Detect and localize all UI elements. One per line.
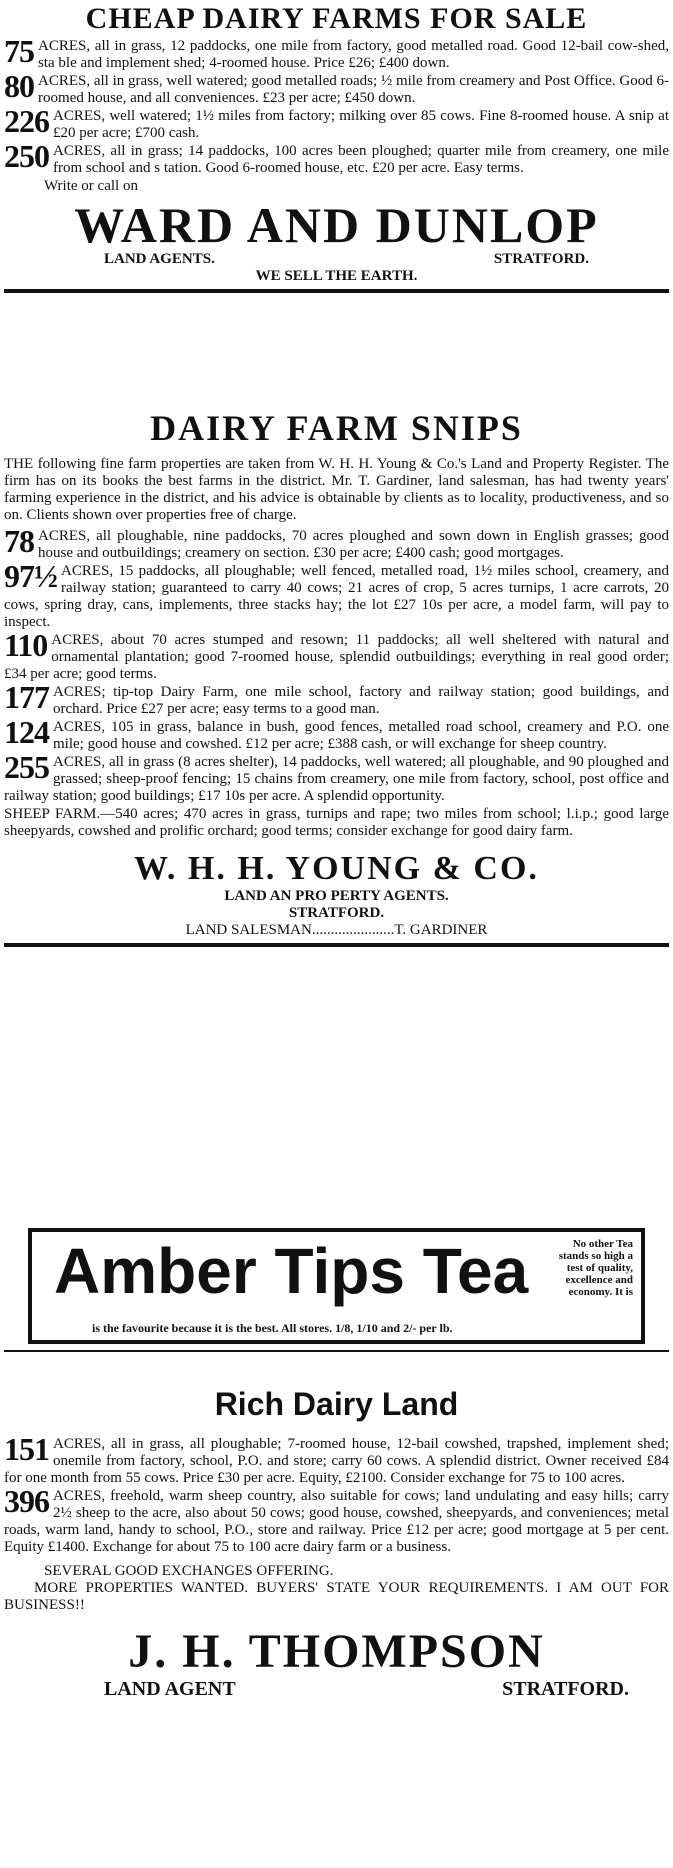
listing-item	[4, 103, 669, 142]
thompson-exchanges: SEVERAL GOOD EXCHANGES OFFERING.	[44, 1563, 334, 1579]
listing-acreage: 250	[4, 138, 49, 174]
thompson-agent-row	[4, 1678, 669, 1701]
listing-text: ACRES, all in grass; 14 paddocks, 100 acres been ploughed; quarter mile from creamery, one mile from school and s tation. Good 6-roomed house, etc. £20 per acre. Easy terms.	[53, 143, 669, 176]
listing-text: ACRES; tip-top Dairy Farm, one mile school, factory and railway station; good buildings, and orchard. Price £27 per acre; easy terms to a good man.	[53, 684, 669, 717]
young-ad	[4, 408, 669, 1220]
thompson-ad	[4, 1384, 669, 1868]
young-salesman: LAND SALESMAN......................T. GARDINER	[185, 922, 488, 938]
young-town: STRATFORD.	[288, 905, 385, 921]
listing-acreage: 226	[4, 103, 49, 139]
tea-side-text: No other Tea stands so high a test of quality, excellence and economy. It is	[558, 1238, 633, 1298]
listing-text: ACRES, all ploughable, nine paddocks, 70 acres ploughed and sown down in English grasses; good house and outbuildings; creamery on section. £30 per acre; £400 cash; good mortgages.	[38, 528, 669, 561]
listing-item	[4, 1483, 669, 1556]
ward-role: LAND AGENTS.	[104, 251, 215, 267]
listing-text: ACRES, freehold, warm sheep country, also suitable for cows; land undulating and easy hills; carry 2½ sheep to the acre, also about 50 cows; good house, cowshed, sheepyards, and conveniences; metal roads, warm land, handy to school, P.O., store and railway. Price £12 per acre; good mortgage at 5 per cent. Equity £1400. Exchange for about 75 to 100 acre dairy farm or a business.	[4, 1488, 669, 1555]
listing-acreage: 97½	[4, 558, 57, 594]
divider	[4, 1350, 669, 1352]
listing-item	[4, 749, 669, 805]
ward-write-line: Write or call on	[44, 178, 138, 194]
listing-acreage: 151	[4, 1431, 49, 1467]
listing-acreage: 177	[4, 679, 49, 715]
thompson-headline: Rich Dairy Land	[214, 1386, 459, 1422]
listing-acreage: 255	[4, 749, 49, 785]
young-intro: THE following fine farm properties are taken from W. H. H. Young & Co.'s Land and Property Register. The firm has on its books the best farms in the district. Mr. T. Gardiner, land salesman, has had twenty years' farming experience in the district, and his advice is obtainable by clients as to locality, productiveness, and so on. Clients shown over properties free of charge.	[4, 456, 669, 523]
listing-item	[4, 33, 669, 72]
young-role: LAND AN PRO PERTY AGENTS.	[224, 888, 449, 904]
tea-box	[28, 1228, 645, 1344]
ward-dunlop-ad	[4, 2, 669, 384]
listing-item	[4, 679, 669, 718]
listing-item	[4, 714, 669, 753]
thompson-firm-name: J. H. THOMPSON	[128, 1625, 545, 1678]
listing-text: ACRES, well watered; 1½ miles from factory; milking over 85 cows. Fine 8-roomed house. A snip at £20 per acre; £700 cash.	[53, 108, 669, 141]
listing-acreage: 75	[4, 33, 34, 69]
tea-ad	[4, 1228, 669, 1374]
listing-text: ACRES, all in grass, 12 paddocks, one mile from factory, good metalled road. Good 12-bail cow-shed, sta ble and implement shed; 4-roomed house. Price £26; £400 down.	[38, 38, 669, 71]
divider	[4, 289, 669, 293]
listing-acreage: 78	[4, 523, 34, 559]
listing-item	[4, 627, 669, 683]
thompson-town: STRATFORD.	[502, 1678, 629, 1700]
listing-acreage: 110	[4, 627, 48, 663]
listing-text: ACRES, all in grass, all ploughable; 7-roomed house, 12-bail cowshed, trapshed, implement shed; onemile from factory, school, P.O. and store; carry 60 cows. A splendid district. Owner received £84 for one month from 55 cows. Price £30 per acre. Equity, £2100. Consider exchange for 75 to 100 acres.	[4, 1436, 669, 1486]
young-sheep-farm: SHEEP FARM.—540 acres; 470 acres in grass, turnips and rape; two miles from school; l.i.p.; good large sheepyards, cowshed and prolific orchard; good terms; consider exchange for good dairy farm.	[4, 806, 669, 839]
listing-text: ACRES, 105 in grass, balance in bush, good fences, metalled road school, creamery and P.O. one mile; good house and cowshed. £12 per acre; £388 cash, or will exchange for sheep country.	[53, 719, 669, 752]
ward-town: STRATFORD.	[493, 251, 589, 267]
listing-acreage: 80	[4, 68, 34, 104]
thompson-role: LAND AGENT	[104, 1678, 236, 1700]
ward-firm-name: WARD AND DUNLOP	[74, 197, 599, 253]
thompson-lot-list	[4, 1431, 669, 1557]
listing-item	[4, 558, 669, 631]
young-firm-name: W. H. H. YOUNG & CO.	[134, 850, 539, 887]
ward-lot-list	[4, 33, 669, 178]
listing-item	[4, 138, 669, 177]
young-headline: DAIRY FARM SNIPS	[150, 408, 523, 448]
thompson-wanted: MORE PROPERTIES WANTED. BUYERS' STATE YOUR REQUIREMENTS. I AM OUT FOR BUSINESS!!	[4, 1580, 669, 1613]
listing-acreage: 396	[4, 1483, 49, 1519]
listing-item	[4, 68, 669, 107]
divider	[4, 943, 669, 947]
young-lot-list	[4, 523, 669, 806]
listing-item	[4, 1431, 669, 1487]
listing-text: ACRES, all in grass (8 acres shelter), 14 paddocks, well watered; all ploughable, and 90 ploughed and grassed; sheep-proof fencing; 15 chains from creamery, one mile from factory, school, post office and railway station; good buildings; £17 10s per acre. A splendid opportunity.	[4, 754, 669, 804]
ward-agent-row	[4, 251, 669, 268]
tea-foot-text: is the favourite because it is the best. All stores. 1/8, 1/10 and 2/- per lb.	[92, 1321, 453, 1335]
listing-text: ACRES, about 70 acres stumped and resown; 11 paddocks; all well sheltered with natural and ornamental plantation; good 7-roomed house, splendid outbuildings; everything in real good order; £34 per acre; good terms.	[4, 632, 669, 682]
ward-headline: CHEAP DAIRY FARMS FOR SALE	[85, 2, 588, 35]
listing-acreage: 124	[4, 714, 49, 750]
listing-item	[4, 523, 669, 562]
listing-text: ACRES, all in grass, well watered; good metalled roads; ½ mile from creamery and Post Office. Good 6-roomed house, and all conveniences. £23 per acre; £450 down.	[38, 73, 669, 106]
listing-text: ACRES, 15 paddocks, all ploughable; well fenced, metalled road, 1½ miles school, creamery, and railway station; guaranteed to carry 40 cows; 21 acres of crop, 5 acres turnips, 1 acre carrots, 20 cows, spring dray, cans, implements, three stacks hay; the lot £27 10s per acre, a model farm, will pay to inspect.	[4, 563, 669, 630]
tea-title: Amber Tips Tea	[54, 1235, 529, 1307]
ward-slogan: WE SELL THE EARTH.	[255, 268, 418, 284]
